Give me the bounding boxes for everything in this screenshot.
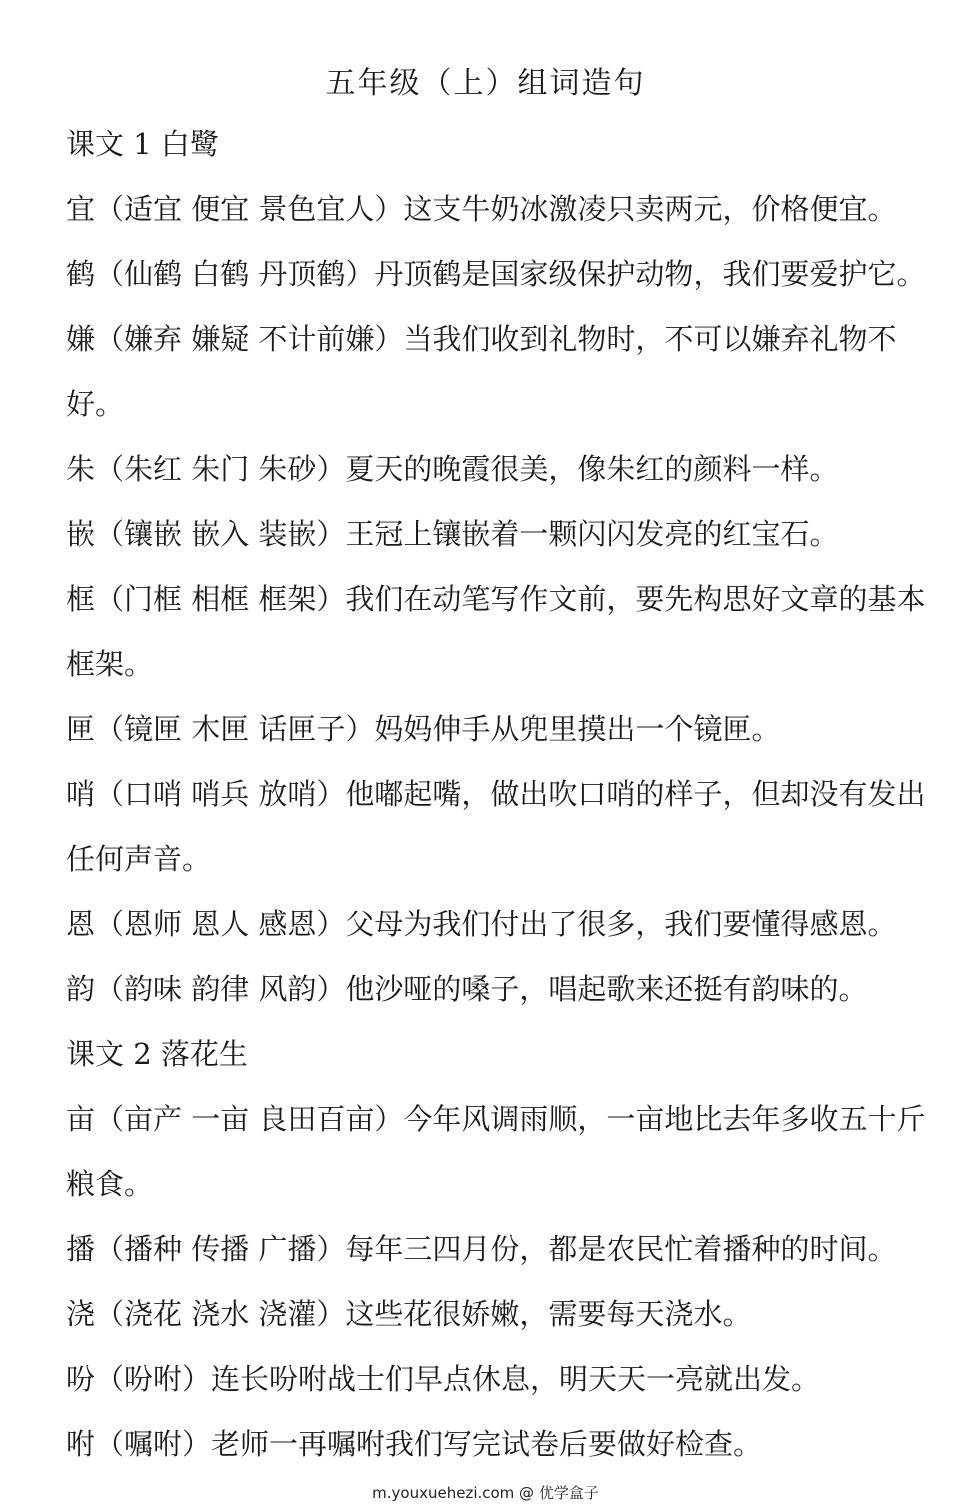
word-entry: 吩（吩咐）连长吩咐战士们早点休息，明天天一亮就出发。 [66,1362,821,1396]
section-heading: 课文 1 白鹭 [66,127,219,161]
word-entry: 嫌（嫌弃 嫌疑 不计前嫌）当我们收到礼物时，不可以嫌弃礼物不好。 [66,322,897,421]
word-entry: 播（播种 传播 广播）每年三四月份，都是农民忙着播种的时间。 [66,1232,897,1266]
word-entry: 鹤（仙鹤 白鹤 丹顶鹤）丹顶鹤是国家级保护动物，我们要爱护它。 [66,257,926,291]
section-lesson-2 [66,1022,936,1477]
word-entry: 宜（适宜 便宜 景色宜人）这支牛奶冰激凌只卖两元，价格便宜。 [66,192,897,226]
watermark-text: m.youxuehezi.com @ 优学盒子 [372,1484,599,1502]
word-entry: 浇（浇花 浇水 浇灌）这些花很娇嫩，需要每天浇水。 [66,1297,752,1331]
section-lesson-1 [66,112,936,1022]
word-entry: 亩（亩产 一亩 良田百亩）今年风调雨顺，一亩地比去年多收五十斤粮食。 [66,1102,926,1201]
word-entry: 韵（韵味 韵律 风韵）他沙哑的嗓子，唱起歌来还挺有韵味的。 [66,972,868,1006]
page-title: 五年级（上）组词造句 [325,66,646,101]
word-entry: 恩（恩师 恩人 感恩）父母为我们付出了很多，我们要懂得感恩。 [66,907,897,941]
word-entry: 匣（镜匣 木匣 话匣子）妈妈伸手从兜里摸出一个镜匣。 [66,712,781,746]
word-entry: 哨（口哨 哨兵 放哨）他嘟起嘴，做出吹口哨的样子，但却没有发出任何声音。 [66,777,926,876]
word-entry: 朱（朱红 朱门 朱砂）夏天的晚霞很美，像朱红的颜料一样。 [66,452,839,486]
section-heading: 课文 2 落花生 [66,1037,248,1071]
word-entry: 框（门框 相框 框架）我们在动笔写作文前，要先构思好文章的基本框架。 [66,582,926,681]
word-entry: 咐（嘱咐）老师一再嘱咐我们写完试卷后要做好检查。 [66,1427,763,1461]
word-entry: 嵌（镶嵌 嵌入 装嵌）王冠上镶嵌着一颗闪闪发亮的红宝石。 [66,517,839,551]
